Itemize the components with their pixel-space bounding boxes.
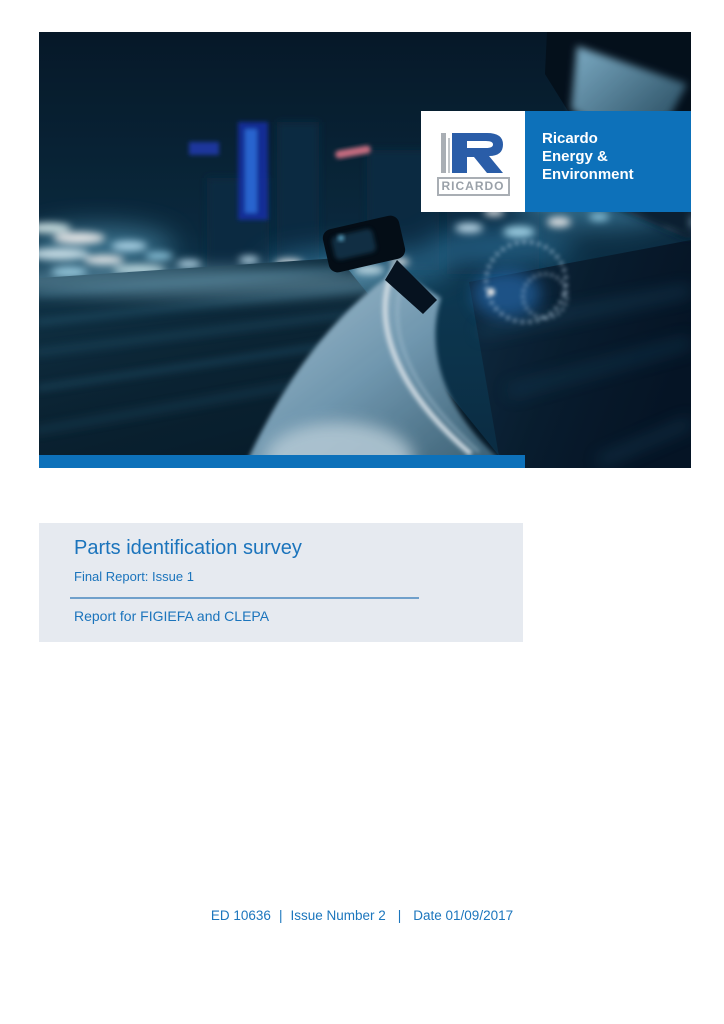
separator: | <box>397 908 402 923</box>
separator: | <box>278 908 283 923</box>
ricardo-wordmark: RICARDO <box>437 177 510 196</box>
doc-issue-number: Issue Number 2 <box>290 908 386 923</box>
ricardo-logo <box>421 111 525 212</box>
client-line: Report for FIGIEFA and CLEPA <box>74 608 270 624</box>
accent-bar <box>39 455 525 468</box>
division-name <box>525 111 691 212</box>
ricardo-r-mark-icon <box>441 133 505 175</box>
doc-ref-number: ED 10636 <box>210 908 271 923</box>
doc-date: Date 01/09/2017 <box>413 908 514 923</box>
report-title: Parts identification survey <box>74 537 302 559</box>
night-driving-photo-illustration <box>39 32 691 468</box>
document-reference <box>0 908 724 923</box>
report-subtitle: Final Report: Issue 1 <box>74 569 194 584</box>
division-line1: Ricardo <box>542 130 598 147</box>
title-block <box>39 523 523 642</box>
divider-line <box>70 597 419 599</box>
ricardo-logo-block <box>421 111 691 212</box>
cover-photo <box>39 32 691 468</box>
division-line2: Energy & Environment <box>542 148 634 183</box>
